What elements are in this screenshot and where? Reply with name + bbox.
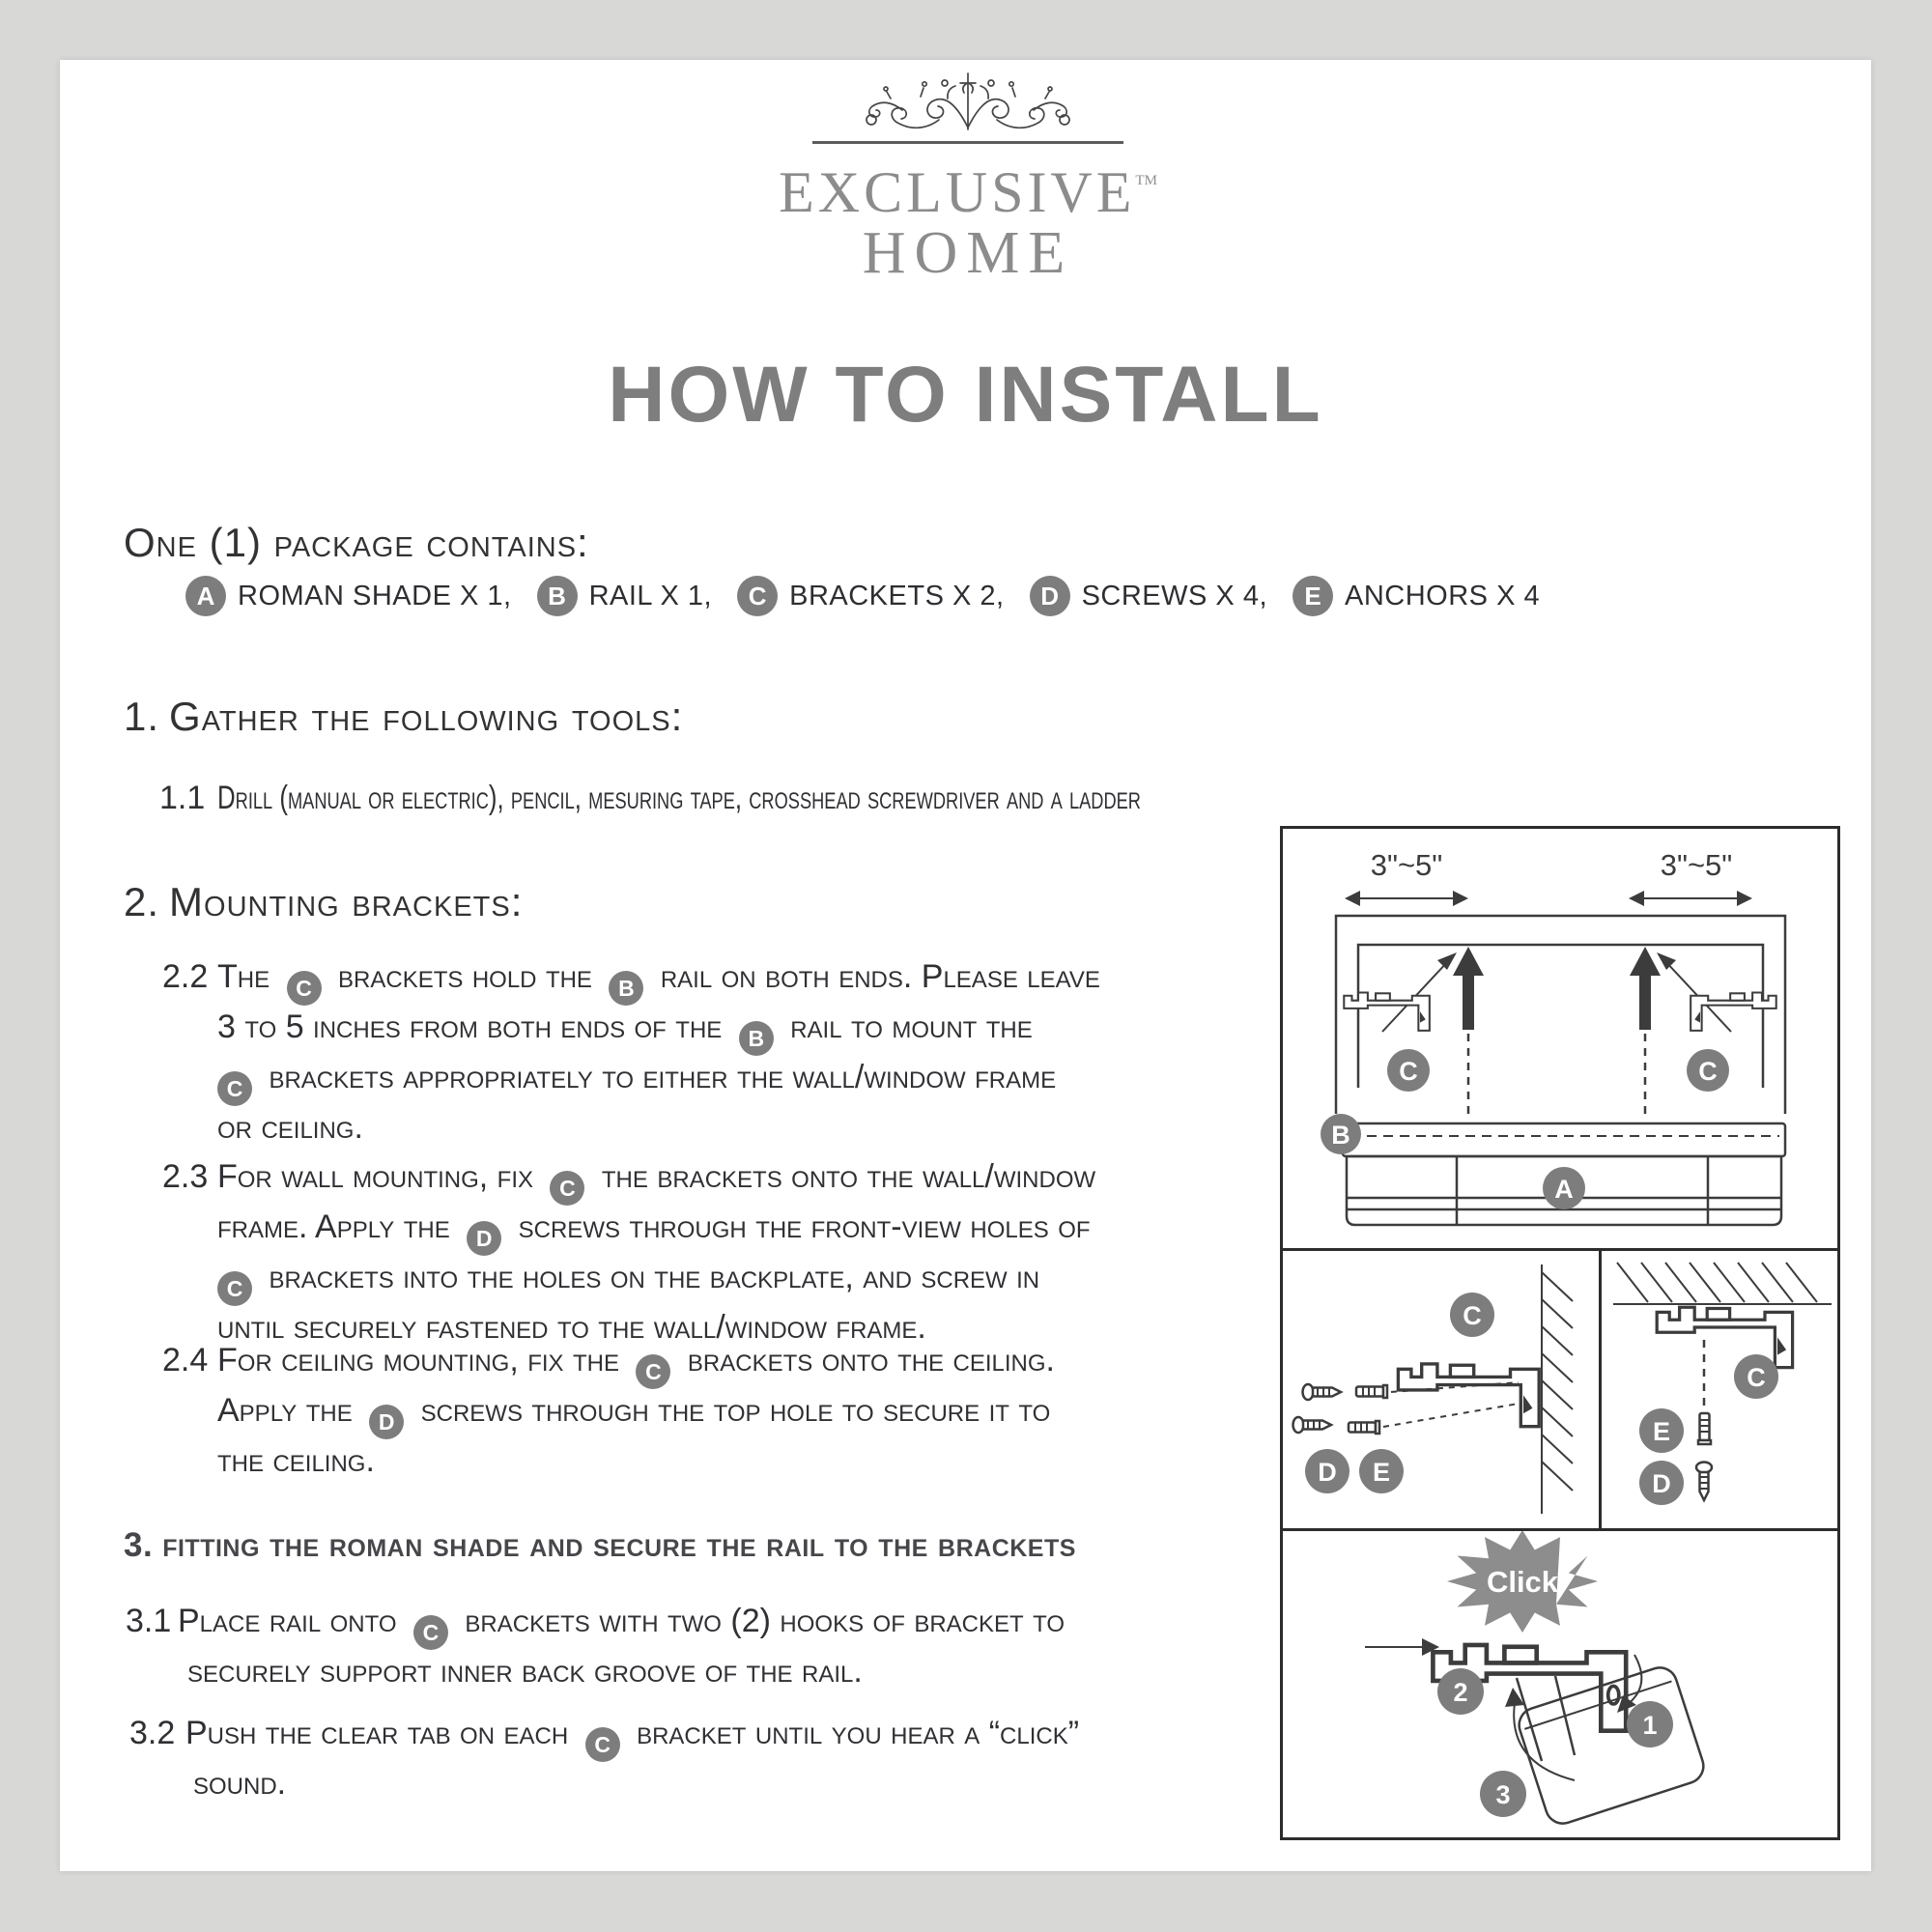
dimension-label-right: 3"~5" [1660, 848, 1733, 882]
section-heading-text: Mounting brackets: [169, 879, 524, 924]
dimension-label-left: 3"~5" [1370, 848, 1443, 882]
ceiling-hatch [1613, 1263, 1832, 1304]
package-item [1030, 576, 1267, 616]
step-line: 3 to 5 inches from both ends of the B rail to mount the [217, 1002, 1100, 1052]
part-badge-e [1359, 1449, 1404, 1493]
part-badge-c: C [636, 1354, 670, 1389]
package-item [737, 576, 1004, 616]
svg-text:E: E [1652, 1417, 1671, 1446]
section-number: 2. [124, 879, 160, 924]
part-badge-c: C [737, 576, 778, 616]
part-badge-b: B [739, 1021, 774, 1056]
step-badge-2 [1437, 1668, 1484, 1715]
step-3-2 [129, 1708, 1079, 1808]
dimension-arrow-right [1629, 891, 1752, 906]
step-2-4 [162, 1335, 1055, 1486]
step-line: Apply the D screws through the top hole to secure it to [217, 1385, 1055, 1435]
package-heading: One (1) package contains: [124, 520, 589, 565]
step-line: securely support inner back groove of the rail. [187, 1653, 863, 1690]
step-1-1 [159, 773, 1433, 823]
page-title: HOW TO INSTALL [608, 351, 1323, 439]
step-text [185, 1708, 1079, 1808]
bracket-placement-diagram [1283, 829, 1837, 1248]
diagram-panel-ceiling-mount [1599, 1248, 1840, 1531]
svg-text:C: C [1463, 1301, 1482, 1330]
step-text [217, 952, 1100, 1152]
part-badge-c [1387, 1049, 1430, 1092]
package-item-label: BRACKETS X 2, [789, 580, 1005, 611]
section-heading-text: Gather the following tools: [169, 694, 684, 739]
package-item [1293, 576, 1540, 616]
part-badge-d [1639, 1461, 1684, 1505]
click-burst [1447, 1531, 1598, 1633]
anchor-drawing [1698, 1413, 1711, 1444]
step-line: sound. [193, 1765, 287, 1802]
step-line: Place rail onto C brackets with two (2) hooks of bracket to [178, 1596, 1065, 1646]
bracket-drawing [1657, 1307, 1792, 1367]
svg-text:A: A [1554, 1175, 1574, 1204]
screw-drawing [1303, 1384, 1342, 1400]
svg-text:3: 3 [1495, 1780, 1511, 1809]
part-badge-c [1450, 1293, 1494, 1337]
package-item-label: ANCHORS X 4 [1345, 580, 1541, 611]
screw-drawing [1293, 1417, 1332, 1433]
part-badge-b: B [609, 971, 643, 1006]
click-fit-diagram [1283, 1531, 1837, 1837]
part-badge-c [1734, 1354, 1778, 1399]
step-3-1 [126, 1596, 1065, 1696]
step-2-3 [162, 1151, 1095, 1352]
package-item-label: SCREWS X 4, [1081, 580, 1268, 611]
logo-divider [812, 141, 1123, 144]
brand-logo [678, 70, 1258, 286]
brand-name-text: EXCLUSIVE [779, 160, 1136, 224]
section-1-heading [124, 694, 683, 740]
step-line: Drill (manual or electric), pencil, mesuring tape, crosshead screwdriver and a ladder [217, 780, 1141, 816]
step-text [217, 773, 1433, 823]
part-badge-b [1321, 1114, 1361, 1154]
step-number: 2.2 [162, 958, 209, 995]
package-item [185, 576, 512, 616]
mount-arrow-up-left [1453, 947, 1484, 1119]
part-badge-e [1639, 1408, 1684, 1453]
step-text [178, 1596, 1065, 1696]
step-line: or ceiling. [217, 1109, 363, 1146]
svg-text:E: E [1372, 1458, 1391, 1487]
svg-text:Click: Click [1486, 1565, 1559, 1599]
step-line: For ceiling mounting, fix the C brackets onto the ceiling. [217, 1335, 1055, 1385]
section-heading-text: fitting the roman shade and secure the rail to the brackets [162, 1526, 1076, 1564]
part-badge-c: C [585, 1727, 620, 1762]
brand-name [678, 152, 1258, 224]
part-badge-d: D [369, 1405, 404, 1439]
step-number: 2.3 [162, 1158, 209, 1195]
step-number: 2.4 [162, 1342, 209, 1378]
step-badge-3 [1480, 1771, 1526, 1817]
part-badge-c: C [217, 1271, 252, 1306]
svg-text:C: C [1698, 1057, 1718, 1086]
step-line: C brackets appropriately to either the wall/window frame [217, 1052, 1100, 1102]
anchor-drawing [1356, 1385, 1387, 1398]
diagram-panel-overview [1280, 826, 1840, 1251]
package-item [537, 576, 713, 616]
dimension-arrow-left [1345, 891, 1468, 906]
ornament-flourish-icon [847, 70, 1089, 139]
anchor-drawing [1349, 1421, 1379, 1434]
brand-name-secondary: HOME [862, 220, 1074, 286]
package-item-label: RAIL X 1, [588, 580, 713, 611]
svg-text:D: D [1318, 1458, 1337, 1487]
section-number: 1. [124, 694, 160, 739]
svg-text:1: 1 [1642, 1711, 1658, 1740]
wall-mount-diagram [1283, 1251, 1599, 1528]
section-2-heading [124, 879, 523, 925]
step-line: For wall mounting, fix C the brackets onto the wall/window [217, 1151, 1095, 1202]
svg-text:D: D [1652, 1469, 1671, 1498]
step-text [217, 1335, 1055, 1486]
part-badge-c: C [217, 1071, 252, 1106]
screw-drawing [1696, 1463, 1712, 1501]
part-badge-a: A [185, 576, 226, 616]
part-badge-b: B [537, 576, 578, 616]
part-badge-c: C [413, 1615, 448, 1650]
step-line: until securely fastened to the wall/window frame. [217, 1309, 926, 1346]
instruction-sheet [60, 60, 1871, 1871]
step-2-2 [162, 952, 1100, 1152]
bracket-drawing [1398, 1364, 1539, 1427]
part-badge-c [1687, 1049, 1729, 1092]
part-badge-c: C [287, 971, 322, 1006]
diagram-area [1280, 826, 1840, 1840]
step-line: Push the clear tab on each C bracket until you hear a “click” [185, 1708, 1079, 1758]
rotate-arrow [1505, 1688, 1575, 1780]
screw-guide-line [1383, 1404, 1519, 1427]
step-line: C brackets into the holes on the backplate, and screw in [217, 1252, 1095, 1302]
section-number: 3. [124, 1526, 154, 1564]
ceiling-mount-diagram [1602, 1251, 1837, 1528]
part-badge-d [1305, 1449, 1350, 1493]
part-badge-c: C [550, 1171, 584, 1206]
part-badge-e: E [1293, 576, 1333, 616]
diagram-panel-click [1280, 1528, 1840, 1840]
push-arrow [1365, 1638, 1439, 1656]
rail-drawing [1343, 1123, 1785, 1156]
svg-text:C: C [1747, 1363, 1766, 1392]
step-badge-1 [1627, 1701, 1673, 1747]
step-line: frame. Apply the D screws through the front-view holes of [217, 1202, 1095, 1252]
step-line: the ceiling. [217, 1442, 375, 1479]
mount-arrow-up-right [1630, 947, 1661, 1119]
package-list [185, 576, 1540, 616]
bracket-drawing-left [1344, 992, 1430, 1030]
part-badge-d: D [467, 1221, 501, 1256]
part-badge-a [1543, 1167, 1585, 1209]
step-text [217, 1151, 1095, 1352]
diagram-panel-wall-mount [1280, 1248, 1602, 1531]
package-item-label: ROMAN SHADE X 1, [238, 580, 512, 611]
svg-text:B: B [1331, 1121, 1350, 1150]
trademark: TM [1135, 173, 1157, 188]
step-number: 3.1 [126, 1603, 172, 1639]
step-line: The C brackets hold the B rail on both ends. Please leave [217, 952, 1100, 1002]
wall-hatch [1542, 1264, 1573, 1514]
section-3-heading [124, 1526, 1076, 1565]
part-badge-d: D [1030, 576, 1070, 616]
svg-text:C: C [1399, 1057, 1418, 1086]
svg-text:2: 2 [1453, 1678, 1468, 1707]
step-number: 3.2 [129, 1715, 176, 1751]
step-number: 1.1 [159, 780, 206, 816]
